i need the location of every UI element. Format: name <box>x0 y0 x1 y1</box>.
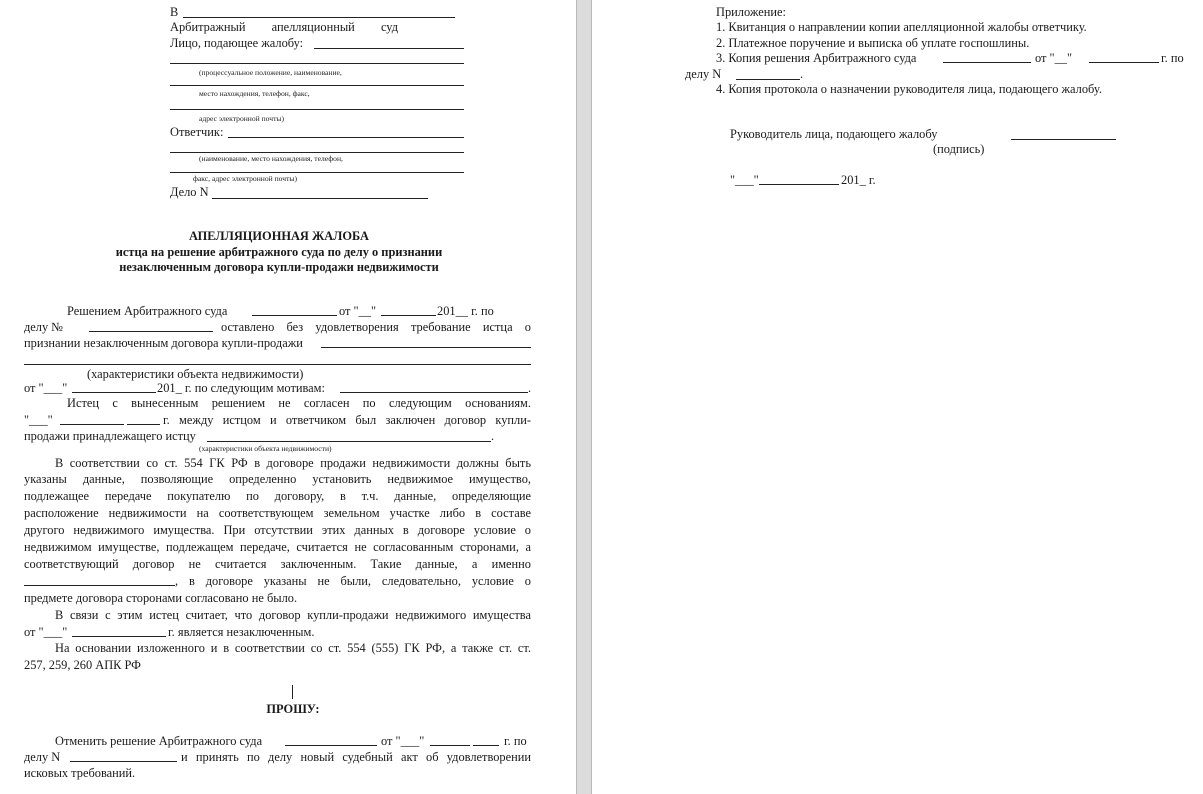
appellant-line-4 <box>170 109 464 110</box>
respondent-hint-1: (наименование, место нахождения, телефон, <box>199 154 343 163</box>
appendix-item-3-c: г. по <box>1161 51 1184 65</box>
respondent-line-3 <box>170 172 464 173</box>
p3-l4: расположение недвижимости на соответствующем земельном участке либо в составе <box>24 506 531 520</box>
p3-l6: недвижимом имуществе, подлежащем передаче, считается не согласованным сторонами, а <box>24 540 531 554</box>
p3-l7: соответствующий договор не считается заключенным. Такие данные, а именно <box>24 557 531 571</box>
court-word-1: Арбитражный <box>170 20 246 34</box>
appendix-item-3-a: 3. Копия решения Арбитражного суда <box>716 51 917 65</box>
req-l1-c: г. по <box>504 734 527 748</box>
appendix-item-2: 2. Платежное поручение и выписка об уплате госпошлины. <box>716 36 1030 50</box>
appendix-item-4: 4. Копия протокола о назначении руководителя лица, подающего жалобу. <box>716 82 1102 96</box>
req-l1-a: Отменить решение Арбитражного суда <box>55 734 263 748</box>
signature-line <box>1011 139 1116 140</box>
appendix-item-3-line-1 <box>943 62 1031 63</box>
req-l1-b: от "___" <box>381 734 425 748</box>
p3-l2: указаны данные, позволяющие определенно установить недвижимое имущество, <box>24 472 531 486</box>
req-l1-line-3 <box>473 745 499 746</box>
p4-l2-a: от "___" <box>24 625 68 639</box>
req-l1-line-2 <box>430 745 470 746</box>
appellant-line-2 <box>170 63 464 64</box>
page-gap <box>576 0 592 794</box>
to-line <box>183 17 455 18</box>
appendix-item-1: 1. Квитанция о направлении копии апелляционной жалобы ответчику. <box>716 20 1087 34</box>
req-l2-line <box>70 761 177 762</box>
respondent-line-2 <box>170 152 464 153</box>
req-l3: исковых требований. <box>24 766 136 780</box>
appendix-item-3-dot: . <box>800 67 804 81</box>
respondent-label: Ответчик: <box>170 125 224 139</box>
appellant-hint-2: место нахождения, телефон, факс, <box>199 89 310 98</box>
p1-l2-line <box>89 331 213 332</box>
p2-l3: продажи принадлежащего истцу <box>24 429 196 443</box>
appendix-item-3-line-3 <box>736 79 800 80</box>
case-line <box>212 198 428 199</box>
p2-l2-line-1 <box>60 424 124 425</box>
p3-l9: предмете договора сторонами согласовано не было. <box>24 591 298 605</box>
p3-l8-b: , в договоре указаны не были, следовательно, условие о <box>175 574 531 588</box>
req-l2-b: и принять по делу новый судебный акт об удовлетворении <box>181 750 531 764</box>
p1-l4-b: 201_ г. по следующим мотивам: <box>157 381 325 395</box>
p1-l2-a: делу № <box>24 320 64 334</box>
p3-l3: подлежащее передаче покупателю по договору, в т.ч. данные, определяющие <box>24 489 531 503</box>
p5-l2: 257, 259, 260 АПК РФ <box>24 658 141 672</box>
title-line-2: истца на решение арбитражного суда по делу о признании <box>115 245 443 259</box>
req-l1-line-1 <box>285 745 377 746</box>
p1-l3b-line <box>24 364 531 365</box>
appellant-label: Лицо, подающее жалобу: <box>170 36 304 50</box>
appellant-line <box>314 48 464 49</box>
p2-l2-b: г. между истцом и ответчиком был заключен договор купли- <box>163 413 531 427</box>
signature-hint: (подпись) <box>933 142 985 156</box>
p4-l2-line <box>72 636 166 637</box>
appendix-heading: Приложение: <box>716 5 786 19</box>
req-l2-a: делу N <box>24 750 61 764</box>
p1-l4-line-2 <box>340 392 528 393</box>
appendix-item-3-d: делу N <box>685 67 722 81</box>
title-line-3: незаключенным договора купли-продажи недвижимости <box>119 260 439 274</box>
p2-l3-line <box>207 441 491 442</box>
request-heading: ПРОШУ: <box>266 702 320 716</box>
p5-l1: На основании изложенного и в соответствии со ст. 554 (555) ГК РФ, а также ст. ст. <box>55 641 531 655</box>
p1-l1-a: Решением Арбитражного суда <box>67 304 228 318</box>
p2-l2-a: "___" <box>24 413 53 427</box>
page-edge-left <box>576 0 577 794</box>
court-word-3: суд <box>380 20 398 34</box>
document-page-2 <box>592 0 1203 794</box>
respondent-hint-2: факс, адрес электронной почты) <box>193 174 298 183</box>
court-line <box>170 19 398 35</box>
p2-l2-line-2 <box>127 424 160 425</box>
document-page-1 <box>0 0 576 794</box>
p3-l5: другого недвижимого имущества. При отсутствии этих данных в договоре условие о <box>24 523 531 537</box>
p1-hint: (характеристики объекта недвижимости) <box>87 367 304 381</box>
p1-l4-dot: . <box>528 381 532 395</box>
p1-l1-line-2 <box>381 315 436 316</box>
p4-l2-b: г. является незаключенным. <box>168 625 315 639</box>
court-word-2: апелляционный <box>271 20 355 34</box>
date-a: "___" <box>730 173 759 187</box>
p3-l8-line <box>24 585 175 586</box>
appendix-item-3-b: от "__" <box>1035 51 1073 65</box>
date-line <box>759 184 839 185</box>
appellant-hint-1: (процессуальное положение, наименование, <box>199 68 342 77</box>
p1-l1-line-1 <box>252 315 337 316</box>
case-label: Дело N <box>170 185 209 199</box>
p4-l1: В связи с этим истец считает, что договор купли-продажи недвижимого имущества <box>55 608 531 622</box>
title-line-1: АПЕЛЛЯЦИОННАЯ ЖАЛОБА <box>188 229 370 243</box>
p1-l4-line-1 <box>72 392 156 393</box>
appellant-hint-3: адрес электронной почты) <box>199 114 285 123</box>
p2-l3-dot: . <box>491 429 495 443</box>
appellant-line-3 <box>170 85 464 86</box>
p1-l3-line <box>321 347 531 348</box>
respondent-line <box>228 137 464 138</box>
p1-l1-b: от "__" <box>339 304 377 318</box>
p2-hint: (характеристики объекта недвижимости) <box>199 444 332 453</box>
p1-l2-b: оставлено без удовлетворения требование истца о <box>221 320 531 334</box>
p1-l4-a: от "___" <box>24 381 68 395</box>
p1-l3: признании незаключенным договора купли-продажи <box>24 336 303 350</box>
text-cursor <box>292 685 293 699</box>
p1-l1-c: 201__ г. по <box>437 304 494 318</box>
date-b: 201_ г. <box>841 173 876 187</box>
p2-l1: Истец с вынесенным решением не согласен по следующим основаниям. <box>67 396 531 410</box>
p3-l1: В соответствии со ст. 554 ГК РФ в договоре продажи недвижимости должны быть <box>55 456 531 470</box>
to-prefix: В <box>170 5 179 19</box>
signature-label: Руководитель лица, подающего жалобу <box>730 127 938 141</box>
appendix-item-3-line-2 <box>1089 62 1159 63</box>
